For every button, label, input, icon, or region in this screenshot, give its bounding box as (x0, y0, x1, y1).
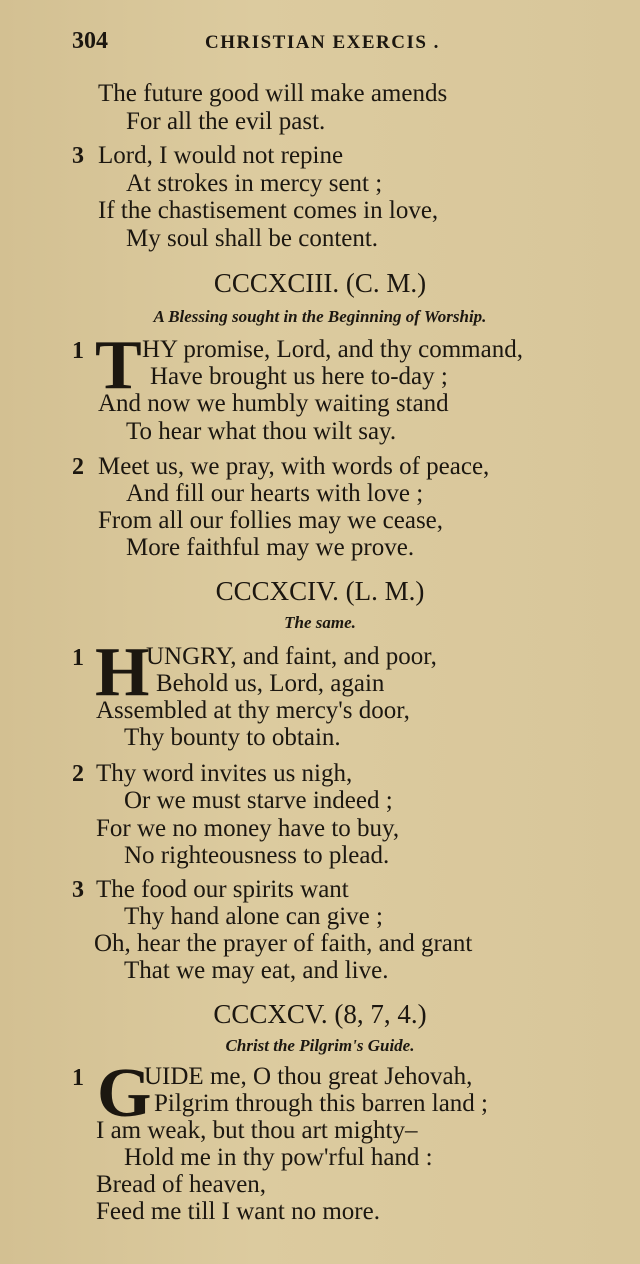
verse-line: For we no money have to buy, (96, 815, 400, 842)
stanza-number: 1 (72, 645, 84, 671)
drop-cap: H (95, 634, 150, 711)
stanza-number: 2 (72, 761, 84, 787)
drop-cap: G (97, 1055, 152, 1132)
hymn-subtitle: Christ the Pilgrim's Guide. (225, 1036, 415, 1055)
hymn-subtitle: A Blessing sought in the Beginning of Worship. (153, 307, 487, 326)
drop-cap: T (95, 327, 142, 404)
verse-line: Or we must starve indeed ; (124, 787, 393, 814)
stanza-number: 3 (72, 877, 84, 903)
stanza-number: 3 (72, 143, 84, 169)
verse-line: UNGRY, and faint, and poor, (146, 643, 437, 670)
verse-line: Meet us, we pray, with words of peace, (98, 453, 490, 480)
verse-line: From all our follies may we cease, (98, 507, 444, 534)
verse-line: UIDE me, O thou great Jehovah, (144, 1063, 473, 1090)
stanza-number: 1 (72, 338, 84, 364)
stanza-number: 1 (72, 1065, 84, 1091)
verse-line: Bread of heaven, (96, 1171, 267, 1198)
page-header (72, 28, 552, 62)
stanza-number: 2 (72, 454, 84, 480)
verse-line: If the chastisement comes in love, (98, 197, 439, 224)
hymn-subtitle: The same. (284, 613, 356, 632)
verse-line: Lord, I would not repine (98, 142, 344, 169)
verse-line: Feed me till I want no more. (96, 1198, 380, 1225)
verse-line: For all the evil past. (126, 108, 326, 135)
verse-line: Thy bounty to obtain. (124, 724, 341, 751)
verse-line: That we may eat, and live. (124, 957, 389, 984)
verse-line: Have brought us here to-day ; (150, 363, 448, 390)
verse-line: And now we humbly waiting stand (98, 390, 449, 417)
verse-line: Oh, hear the prayer of faith, and grant (94, 930, 473, 957)
hymn-title: CCCXCIII. (C. M.) (213, 268, 427, 298)
verse-line: Thy hand alone can give ; (124, 903, 383, 930)
verse-line: To hear what thou wilt say. (126, 418, 397, 445)
verse-line: And fill our hearts with love ; (126, 480, 424, 507)
verse-line: The food our spirits want (96, 876, 349, 903)
verse-line: Thy word invites us nigh, (96, 760, 353, 787)
verse-line: No righteousness to plead. (124, 842, 390, 869)
verse-line: The future good will make amends (98, 80, 448, 107)
hymn-title: CCCXCV. (8, 7, 4.) (213, 999, 427, 1029)
verse-line: HY promise, Lord, and thy command, (142, 336, 523, 363)
verse-line: I am weak, but thou art mighty– (96, 1117, 418, 1144)
verse-line: At strokes in mercy sent ; (126, 170, 383, 197)
page-number: 304 (72, 28, 108, 54)
verse-line: Assembled at thy mercy's door, (96, 697, 410, 724)
hymn-title: CCCXCIV. (L. M.) (215, 576, 425, 606)
verse-line: More faithful may we prove. (126, 534, 415, 561)
verse-line: Pilgrim through this barren land ; (154, 1090, 488, 1117)
verse-line: My soul shall be content. (126, 225, 379, 252)
verse-line: Hold me in thy pow'rful hand : (124, 1144, 433, 1171)
running-head: CHRISTIAN EXERCIS . (205, 32, 440, 53)
verse-line: Behold us, Lord, again (156, 670, 385, 697)
